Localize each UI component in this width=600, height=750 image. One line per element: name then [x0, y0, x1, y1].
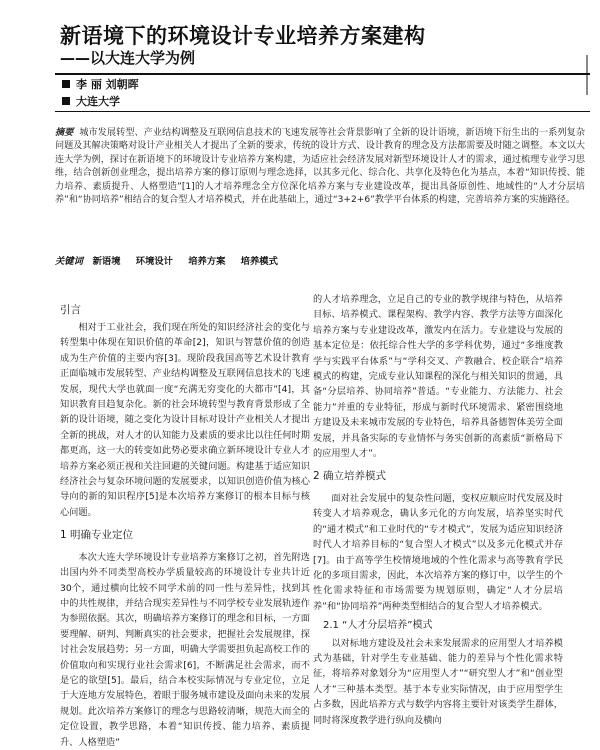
article-title: 新语境下的环境设计专业培养方案建构	[60, 24, 426, 48]
keyword: 环境设计	[135, 256, 173, 267]
author-line	[62, 76, 139, 92]
header-rule-bottom	[55, 111, 590, 112]
affiliation-line	[62, 93, 120, 109]
header-rule	[55, 73, 590, 75]
intro-paragraph: 相对于工业社会，我们现在所处的知识经济社会的变化与转型集中体现在知识价值的革命[2]，知识与智慧价值的创造成为生产价值的主要内容[3]。现阶段我国高等艺术设计教育正面临城市发展转型、产业结构调整及互联网信息技术的飞速发展，现代大学也就面一度“充满无穷变化的大都市”[4]，其知识教育目趋复杂化。新的社会环境转型与教育背景形成了全新的设计语境，随之变化为设计目标对设计产业相关人才提出全新的挑战，对人才的认知能力及素质的要求比以往任何时期都更高，这一大的转变如此势必要求确立新环境设计专业人才培养方案必须正视和关注回避的关键问题。构建基于适应知识经济社会与复杂环境问题的发展要求，以知识创造价值为核心导向的新的知识程序[5]是本次培养方案修订的根本目标与核心问题。	[60, 322, 310, 518]
keyword: 新语境	[92, 256, 121, 267]
abstract-block	[55, 127, 585, 207]
article-subtitle: ——以大连大学为例	[60, 49, 196, 67]
keyword: 培养模式	[240, 256, 278, 267]
section-1-paragraph: 本次大连大学环境设计专业培养方案修订之初，首先附选出国内外不同类型高校办学质量较高的环境设计专业共计近30个，通过横向比较不同学术前的同一性与差异性，找到其中的共性规律，并结合现实差异性与不同学校专业发展轨迹作为参照依据。其次，明确培养方案修订的理念和目标，一方面要理解、研判、判断真实的社会要求，把握社会发展规律，探讨社会发展趋势；另一方面，明确大学需要担负起高校工作的价值取向和实现行业社会需求[6]，不断满足社会需求，而不是它的欲望[5]。最后，结合本校实际情况与专业定位，立足于大连地方发展特色，着眼于服务城市建设及面向未来的发展规划。此次培养方案修订的理念与思路较清晰，规范大而全的定位设置，教学思路，本着“知识传授、能力培养、素质提升、人格塑造”	[60, 551, 310, 748]
keywords-block	[55, 253, 585, 267]
intro-heading: 引言	[60, 304, 81, 316]
continued-paragraph: 的人才培养理念，立足自己的专业的教学规律与特色，从培养目标、培养模式、课程架构、教学内容、教学方法等方面深化培养方案与专业建设改革，激发内在活力。专业建设与发展的基本定位是：依托综合性大学的多学科优势，通过“多维度教学与实践平台体系”与“学科交叉、产教融合、校企联合”培养模式的构建，完成专业认知课程的深化与相关知识的贯通，具备“分层培养、协同培养”普适。“专业能力、方法能力、社会能力”并重的专业特征，形成与新时代环境需求、紧密围绕地方建设及未来城市发展的专业特色，培养具备德智体美劳全面发展，并具备实际的专业情怀与务实创新的高素质“新格局下的应用型人才”。	[313, 294, 563, 460]
bullet-square-icon	[62, 80, 70, 88]
subsection-2-1-paragraph: 以对标地方建设及社会未来发展需求的应用型人才培养模式为基础，针对学生专业基础、能力的差异与个性化需求特征，将培养对象划分为“应用型人才”“研究型人才”和“创业型人才”三种基本类型。基于本专业实际情况，由于应用型学生占多数，因此培养方式与数学内容将主要针对该类学生群体，同时将深度教学进行纵向及横向	[313, 637, 563, 726]
section-2-paragraph: 面对社会发展中的复杂性问题，变权应顺应时代发展及时转变人才培养观念，确认多元化的方向发展，培养坚实时代的“通才模式”和工业时代的“专才模式”，发展为适应知识经济时代人才培养目标的“复合型人才模式”以及多元化模式并存[7]。由于高等学生校情境地域的个性化需求与高等教育学民化的多项目需求，因此，本次培养方案的修订中，以学生的个性化需求特征和市场需要为规划原则，确定“人才分层培养”和“协同培养”两种类型相结合的复合型人才培养模式。	[313, 492, 563, 612]
section-heading-2: 2 确立培养模式	[313, 470, 387, 483]
left-column	[60, 320, 310, 750]
keywords-label: 关键词	[55, 256, 83, 267]
section-heading-1: 1 明确专业定位	[60, 529, 134, 542]
affiliation: 大连大学	[76, 95, 120, 108]
abstract-label: 摘要	[55, 128, 74, 138]
bullet-square-icon	[62, 97, 70, 105]
author-names: 李 丽 刘朝晖	[76, 78, 139, 91]
right-column	[313, 292, 563, 728]
subsection-heading-2-1: 2.1 “人才分层培养”模式	[323, 620, 433, 632]
keyword: 培养方案	[188, 256, 226, 267]
abstract-text: 城市发展转型、产业结构调整及互联网信息技术的飞速发展等社会背景影响了全新的设计语境，新语境下衍生出的一系列复杂问题及其解决策略对设计产业相关人才提出了全新的要求，传统的设计方式、设计教育的理念及方法都需要及时随之调整。本文以大连大学为例，探讨在新语境下的环境设计专业培养方案构建，为适应社会经济发展对新型环境设计人才的需求，通过梳理专业学习思维，结合创新创业理念，提出培养方案的修订原则与理念选择，以其多元化、综合化、共享化及特色化为基点，本着“知识传授、能力培养、素质提升、人格塑造”[1]的人才培养理念全方位深化培养方案与专业建设改革，提出具备原创性、地域性的“人才分层培养”和“协同培养”相结合的复合型人才培养模式，并在此基础上，通过“3+2+6”教学平台体系的构建，完善培养方案的实施路径。	[55, 128, 585, 206]
margin-bar	[586, 55, 588, 95]
